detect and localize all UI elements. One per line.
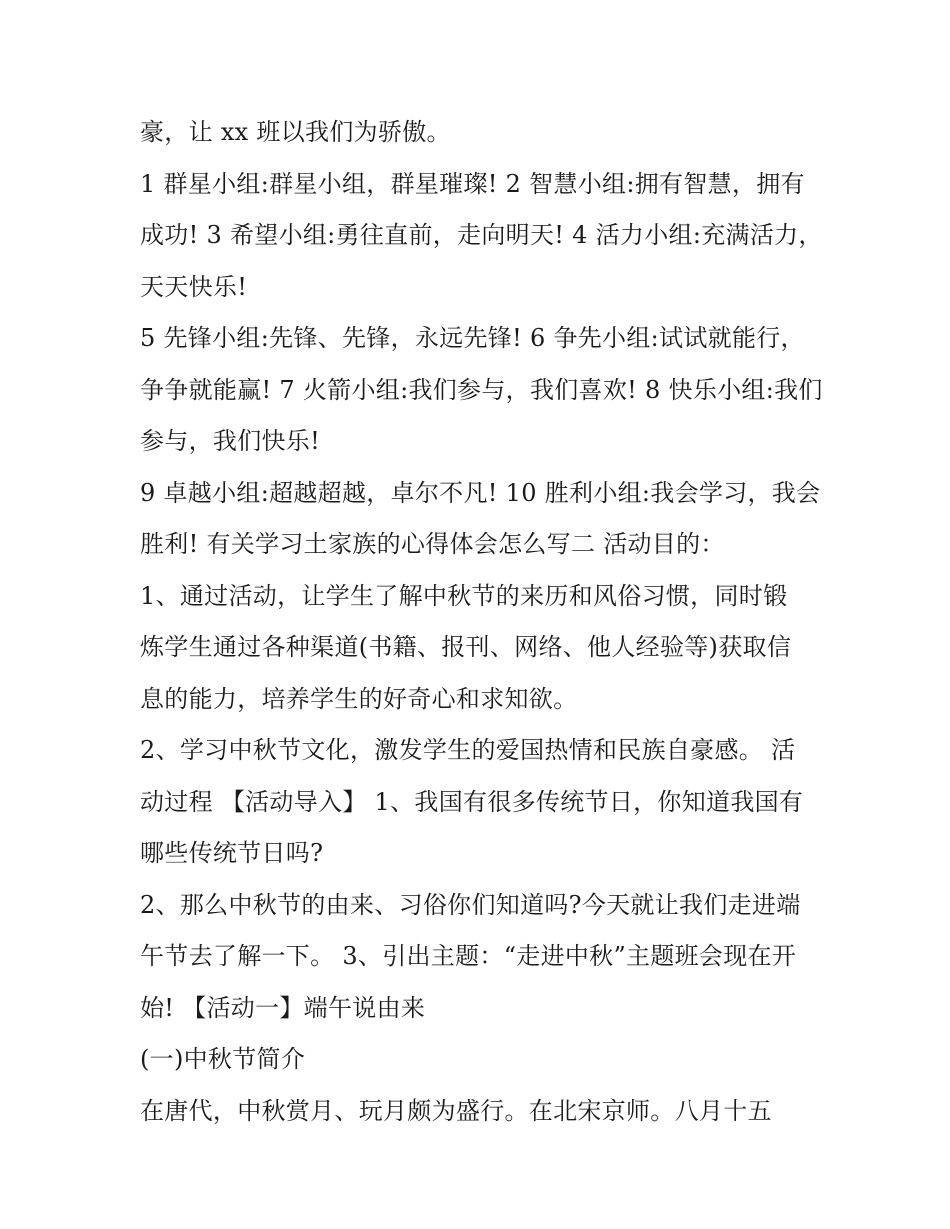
- text-line: 哪些传统节日吗?: [140, 839, 324, 867]
- text-line: 炼学生通过各种渠道(书籍、报刊、网络、他人经验等)获取信: [140, 633, 792, 661]
- text-line: 9 卓越小组:超越超越，卓尔不凡! 10 胜利小组:我会学习，我会: [140, 478, 821, 507]
- text-line: 1、通过活动，让学生了解中秋节的来历和风俗习惯，同时锻: [140, 581, 788, 610]
- text-line: 5 先锋小组:先锋、先锋，永远先锋! 6 争先小组:试试就能行，: [140, 324, 805, 352]
- text-line: 1 群星小组:群星小组，群星璀璨! 2 智慧小组:拥有智慧，拥有: [140, 169, 805, 198]
- text-line: 参与，我们快乐!: [140, 427, 321, 455]
- text-line: 2、那么中秋节的由来、习俗你们知道吗?今天就让我们走进端: [140, 890, 801, 919]
- text-line: 动过程 【活动导入】 1、我国有很多传统节日，你知道我国有: [140, 787, 804, 816]
- text-line: (一)中秋节简介: [140, 1045, 306, 1073]
- text-line: 天天快乐!: [140, 272, 248, 301]
- text-line: 争争就能赢! 7 火箭小组:我们参与，我们喜欢! 8 快乐小组:我们: [140, 375, 823, 404]
- text-line: 始! 【活动一】端午说由来: [140, 993, 426, 1022]
- text-line: 成功! 3 希望小组:勇往直前，走向明天! 4 活力小组:充满活力，: [140, 221, 823, 249]
- document-body: [140, 107, 823, 1137]
- text-line: 胜利! 有关学习土家族的心得体会怎么写二 活动目的：: [140, 530, 725, 558]
- text-line: 豪，让 xx 班以我们为骄傲。: [140, 118, 451, 146]
- text-line: 2、学习中秋节文化，激发学生的爱国热情和民族自豪感。 活: [140, 736, 796, 764]
- text-line: 午节去了解一下。 3、引出主题：“走进中秋”主题班会现在开: [140, 942, 797, 970]
- text-line: 息的能力，培养学生的好奇心和求知欲。: [140, 684, 578, 713]
- text-line: 在唐代，中秋赏月、玩月颇为盛行。在北宋京师。八月十五: [140, 1096, 772, 1125]
